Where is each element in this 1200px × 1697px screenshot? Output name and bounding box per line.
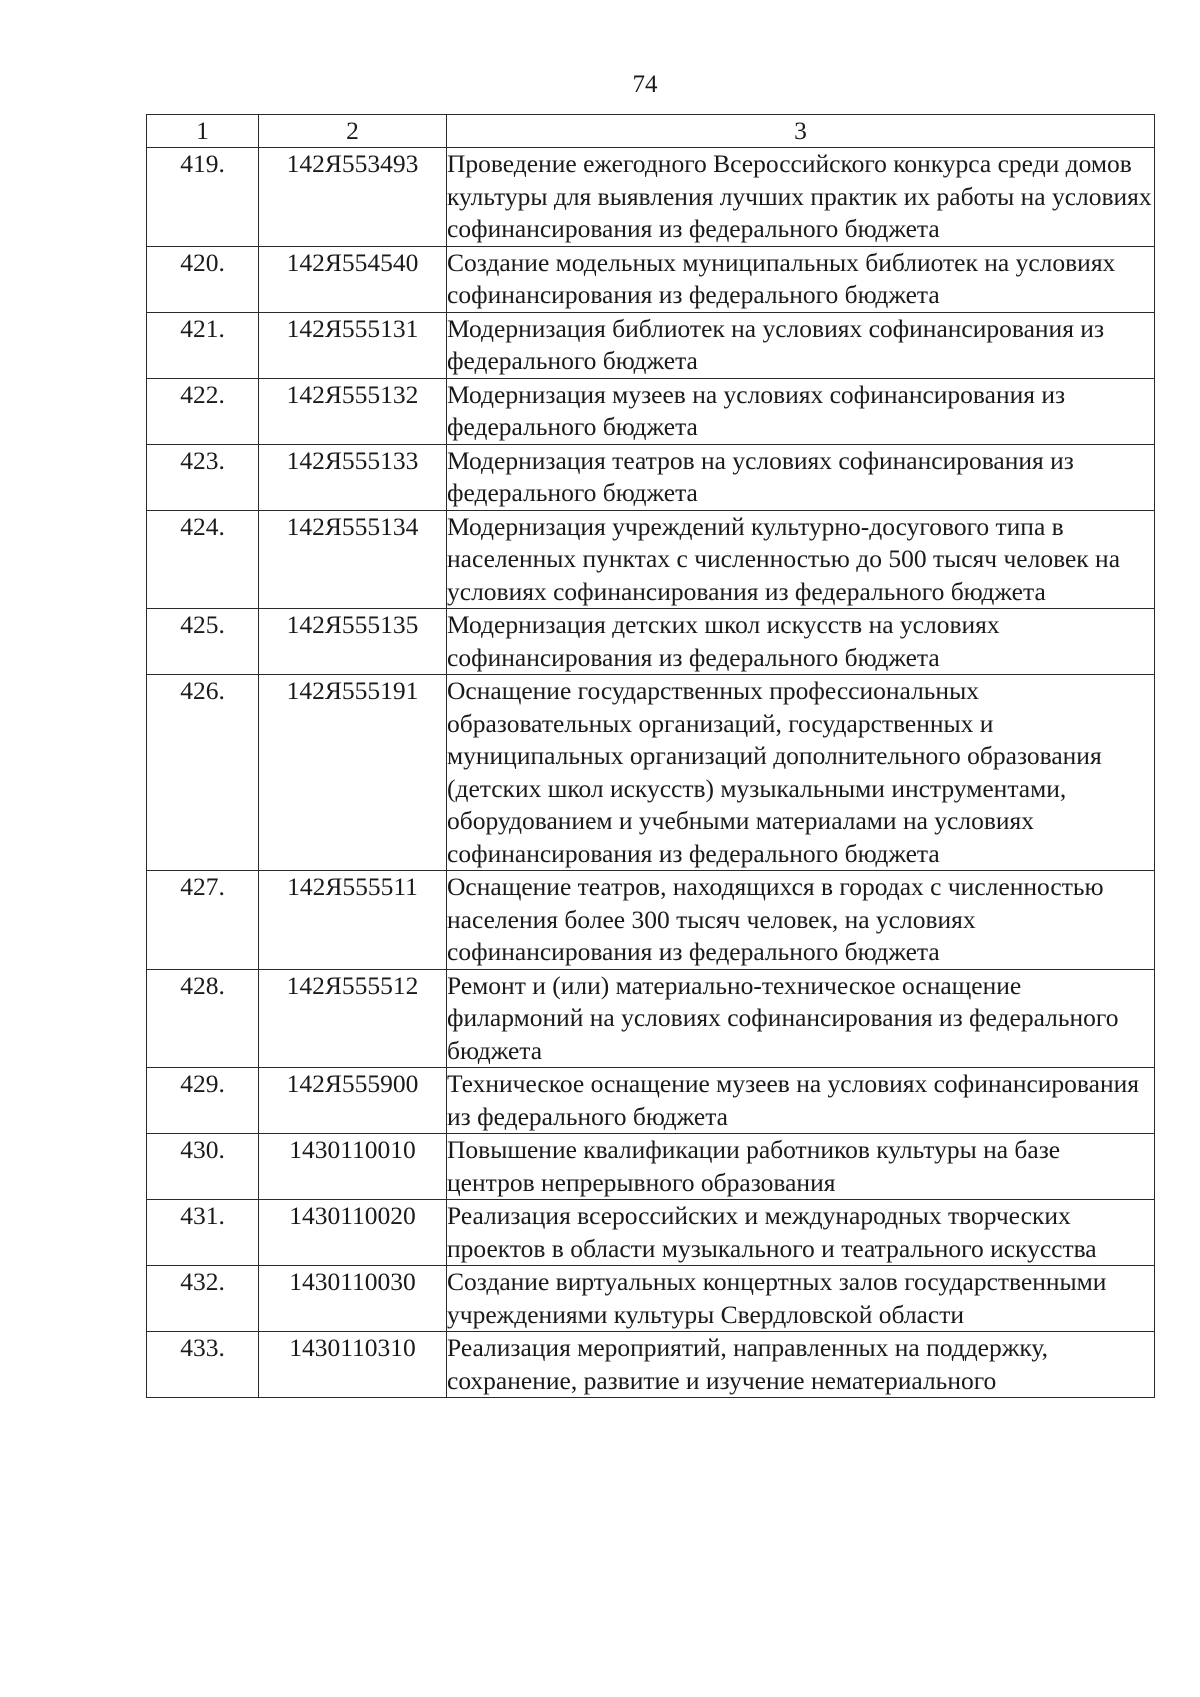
- row-description: Оснащение театров, находящихся в городах с численностью населения более 300 тысяч человек, на условиях софинансирования из федерального бюджета: [447, 871, 1155, 970]
- row-number: 433.: [147, 1332, 259, 1398]
- table-row: [147, 1332, 1155, 1398]
- row-number: 427.: [147, 871, 259, 970]
- row-description: Проведение ежегодного Всероссийского конкурса среди домов культуры для выявления лучших практик их работы на условиях софинансирования из федерального бюджета: [447, 148, 1155, 247]
- table-row: [147, 609, 1155, 675]
- row-description: Реализация всероссийских и международных творческих проектов в области музыкального и театрального искусства: [447, 1200, 1155, 1266]
- table-row: [147, 871, 1155, 970]
- row-code: 142Я555900: [259, 1068, 447, 1134]
- column-header-1: 1: [147, 115, 259, 148]
- row-number: 419.: [147, 148, 259, 247]
- row-code: 142Я554540: [259, 246, 447, 312]
- row-number: 428.: [147, 969, 259, 1068]
- table-row: [147, 1266, 1155, 1332]
- table-row: [147, 510, 1155, 609]
- table-row: [147, 444, 1155, 510]
- row-code: 142Я555132: [259, 378, 447, 444]
- table-row: [147, 378, 1155, 444]
- row-description: Повышение квалификации работников культуры на базе центров непрерывного образования: [447, 1134, 1155, 1200]
- row-number: 425.: [147, 609, 259, 675]
- budget-codes-table: [146, 114, 1155, 1398]
- row-code: 1430110030: [259, 1266, 447, 1332]
- row-description: Создание модельных муниципальных библиотек на условиях софинансирования из федерального бюджета: [447, 246, 1155, 312]
- table-row: [147, 675, 1155, 871]
- row-code: 142Я555131: [259, 312, 447, 378]
- row-code: 1430110010: [259, 1134, 447, 1200]
- row-code: 142Я555511: [259, 871, 447, 970]
- row-description: Модернизация музеев на условиях софинансирования из федерального бюджета: [447, 378, 1155, 444]
- table-row: [147, 148, 1155, 247]
- row-number: 420.: [147, 246, 259, 312]
- row-description: Модернизация театров на условиях софинансирования из федерального бюджета: [447, 444, 1155, 510]
- row-number: 429.: [147, 1068, 259, 1134]
- row-code: 142Я555135: [259, 609, 447, 675]
- row-code: 142Я555134: [259, 510, 447, 609]
- row-description: Оснащение государственных профессиональных образовательных организаций, государственных и муниципальных организаций дополнительного образования (детских школ искусств) музыкальными инструментами, оборудованием и учебными материалами на условиях софинансирования из федерального бюджета: [447, 675, 1155, 871]
- column-header-2: 2: [259, 115, 447, 148]
- row-number: 424.: [147, 510, 259, 609]
- row-description: Модернизация учреждений культурно-досугового типа в населенных пунктах с численностью до 500 тысяч человек на условиях софинансирования из федерального бюджета: [447, 510, 1155, 609]
- column-header-3: 3: [447, 115, 1155, 148]
- row-number: 431.: [147, 1200, 259, 1266]
- row-number: 423.: [147, 444, 259, 510]
- row-code: 142Я555191: [259, 675, 447, 871]
- row-description: Реализация мероприятий, направленных на поддержку, сохранение, развитие и изучение нематериального: [447, 1332, 1155, 1398]
- row-code: 142Я553493: [259, 148, 447, 247]
- row-number: 426.: [147, 675, 259, 871]
- table-header-row: [147, 115, 1155, 148]
- row-description: Создание виртуальных концертных залов государственными учреждениями культуры Свердловской области: [447, 1266, 1155, 1332]
- table-row: [147, 969, 1155, 1068]
- row-code: 1430110310: [259, 1332, 447, 1398]
- table-row: [147, 312, 1155, 378]
- row-code: 1430110020: [259, 1200, 447, 1266]
- row-description: Модернизация библиотек на условиях софинансирования из федерального бюджета: [447, 312, 1155, 378]
- row-description: Техническое оснащение музеев на условиях софинансирования из федерального бюджета: [447, 1068, 1155, 1134]
- row-number: 421.: [147, 312, 259, 378]
- table-row: [147, 1200, 1155, 1266]
- row-code: 142Я555512: [259, 969, 447, 1068]
- row-number: 422.: [147, 378, 259, 444]
- row-code: 142Я555133: [259, 444, 447, 510]
- page-number: 74: [632, 71, 658, 98]
- row-number: 430.: [147, 1134, 259, 1200]
- row-description: Модернизация детских школ искусств на условиях софинансирования из федерального бюджета: [447, 609, 1155, 675]
- row-number: 432.: [147, 1266, 259, 1332]
- table-row: [147, 246, 1155, 312]
- table-row: [147, 1068, 1155, 1134]
- table-row: [147, 1134, 1155, 1200]
- row-description: Ремонт и (или) материально-техническое оснащение филармоний на условиях софинансирования из федерального бюджета: [447, 969, 1155, 1068]
